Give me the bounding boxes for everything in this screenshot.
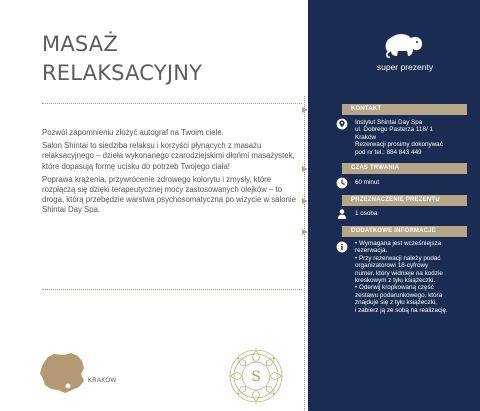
info-line: numer, który widnieje na kodzie bbox=[355, 269, 443, 277]
info-line: • Przy rezerwacji należy podać bbox=[355, 254, 441, 262]
brand-name: super prezenty bbox=[376, 62, 434, 72]
duration-value: 60 minut bbox=[355, 179, 380, 186]
info-line: znajduje się z tyłu książeczki, bbox=[355, 299, 437, 307]
info-line: • Wymagana jest wcześniejsza bbox=[355, 240, 442, 247]
info-line: i zabierz ją ze sobą na realizację. bbox=[355, 306, 448, 314]
pointer-tab-icon bbox=[302, 166, 308, 172]
map-city-label: KRAKÓW bbox=[88, 378, 117, 384]
description-paragraph: Pozwól zapomnieniu złożyć autograf na Twoim ciele. bbox=[42, 128, 224, 137]
people-header: PRZEZNACZENIE PREZENTU bbox=[342, 195, 467, 206]
info-details bbox=[355, 240, 467, 314]
shintai-seal-icon bbox=[228, 348, 284, 404]
pointer-tab-icon bbox=[302, 107, 308, 113]
info-header: DODATKOWE INFORMACJE bbox=[342, 226, 467, 237]
info-line: zestawu podarunkowego, która bbox=[355, 291, 443, 299]
vertical-dotted-divider bbox=[304, 96, 305, 411]
info-line: rezerwacja. bbox=[355, 247, 388, 255]
elephant-logo-icon bbox=[380, 30, 426, 60]
page-title bbox=[42, 30, 202, 88]
info-line: kreskowym z tyłu książeczki. bbox=[355, 277, 436, 285]
title-line-1: MASAŻ bbox=[42, 32, 118, 56]
contact-details bbox=[355, 119, 467, 156]
pointer-tab-icon bbox=[302, 198, 308, 204]
info-icon bbox=[336, 241, 348, 253]
pointer-tab-icon bbox=[302, 229, 308, 235]
info-line: • Oderwij kropkowaną część bbox=[355, 284, 434, 292]
contact-line: Rezerwacji prosimy dokonywać bbox=[355, 141, 443, 149]
clock-icon bbox=[336, 177, 348, 189]
contact-header: KONTAKT bbox=[342, 104, 467, 115]
contact-line: ul. Dobrego Pasterza 118/ 1 bbox=[355, 126, 433, 134]
contact-line: Kraków bbox=[355, 133, 376, 141]
person-icon bbox=[336, 208, 348, 220]
location-icon bbox=[336, 118, 348, 130]
title-line-2: RELAKSACYJNY bbox=[42, 61, 203, 85]
duration-header: CZAS TRWANIA bbox=[342, 163, 467, 174]
city-marker-icon bbox=[66, 384, 71, 389]
contact-line: Instytut Shintai Day Spa bbox=[355, 119, 423, 126]
contact-line: pod nr tel.: 884 843 449 bbox=[355, 148, 422, 156]
top-dotted-divider bbox=[42, 103, 302, 104]
description-paragraph: Salon Shintai to siedziba relaksu i korzyści płynących z masażu relaksacyjnego – dzieła wykonanego czarodziejskimi dłońmi masażystek, które dopasują formę ucisku do potrzeb Twojego ciała! bbox=[42, 141, 295, 171]
seal-letter: S bbox=[251, 369, 261, 385]
people-value: 1 osoba bbox=[355, 210, 378, 217]
description-paragraph: Poprawa krążenia, przywrócenie zdrowego kolorytu i zmysły, które rozpłączą się dzięki terapeutycznej mocy zastosowanych olejków – to droga, którą przebędzie warstwa psychosomatyczna po wizycie w salonie Shintai Day Spa. bbox=[42, 174, 296, 215]
description bbox=[42, 128, 296, 219]
bottom-dotted-divider bbox=[42, 289, 302, 290]
poland-map-icon bbox=[38, 352, 86, 394]
info-line: organizatorowi 18-cyfrowy bbox=[355, 262, 429, 270]
